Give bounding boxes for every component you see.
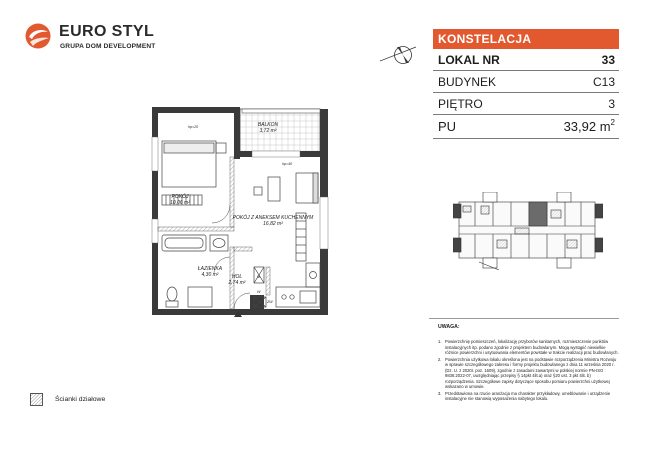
- brand-subtitle: GRUPA DOM DEVELOPMENT: [60, 43, 156, 50]
- info-label: PU: [438, 119, 457, 134]
- legend-label: Ścianki działowe: [55, 396, 106, 403]
- note-item: [429, 339, 619, 356]
- note-number: 3.: [438, 390, 442, 396]
- notes-list: [429, 339, 619, 402]
- note-item: [429, 391, 619, 402]
- balcony-area-label: 3,72 m²: [259, 128, 277, 134]
- brand-name: EURO STYL: [59, 23, 155, 40]
- north-arrow-icon: [379, 40, 417, 74]
- bedroom-area-label: 10,06 m²: [170, 200, 190, 206]
- info-row-unit: [433, 49, 619, 71]
- area-unit-superscript: 2: [610, 118, 615, 127]
- legend: [30, 393, 150, 409]
- bathroom-area-label: 4,30 m²: [201, 272, 219, 278]
- info-label: BUDYNEK: [438, 75, 497, 89]
- info-row-building: [433, 71, 619, 93]
- tag-zw: ZW: [267, 300, 273, 304]
- building-key-plan: [453, 192, 603, 270]
- usable-area-value: [564, 119, 615, 134]
- tag-hp40: hp=40: [282, 162, 293, 166]
- balcony-area: [240, 109, 328, 153]
- project-name: KONSTELACJA: [433, 29, 619, 49]
- note-text: Powierzchnia użytkowa lokalu określona jest na podstawie rozporządzenia Ministra Rozwoju w sprawie szczegółowego zakresu i formy projektu budowlanego z dnia 11 września 2020 r. (Dz. U. z 2020r. poz. 1609), zgodnie z zasadami zawartymi w polskiej normie PN-ISO 9836:2022-07, uwzględniając przepisy § 14pkt 4lit.a) oraz §20 ust. 3 pkt 4lit. b) rozporządzenia. Szczegółowe zapisy dotyczące sposobu pomiaru powierzchni użytkowej wskazano w umowie.: [445, 356, 617, 390]
- note-item: [429, 357, 619, 390]
- info-label: PIĘTRO: [438, 97, 483, 111]
- living-room-name-label: POKÓJ Z ANEKSEM KUCHENNYM: [232, 215, 314, 221]
- hall-name-label: HOL: [231, 274, 243, 280]
- living-room-furniture: [254, 173, 320, 307]
- info-row-area: [433, 115, 619, 139]
- notes-section: [429, 318, 619, 446]
- info-value: C13: [592, 75, 615, 89]
- balcony-name-label: BALKON: [257, 122, 279, 128]
- info-value: 33: [601, 53, 615, 67]
- info-label: LOKAL NR: [438, 53, 500, 67]
- euro-styl-logo-icon: [24, 22, 52, 50]
- note-number: 2.: [438, 356, 442, 362]
- hall-area-label: 2,74 m²: [228, 280, 246, 286]
- tag-w: W: [257, 290, 261, 294]
- info-row-floor: [433, 93, 619, 115]
- note-text: Przedstawiona na rzucie aranżacja ma charakter przykładowy, umeblowanie i urządzenie instalacyjne nie stanowią wyposażenia nabytego lokalu.: [445, 390, 611, 402]
- partition-wall-swatch-icon: [30, 393, 43, 406]
- selected-unit-highlight: [529, 202, 547, 226]
- usable-area-number: 33,92 m: [563, 119, 611, 134]
- tag-hp20: hp=20: [188, 125, 199, 129]
- apartment-info-table: [433, 29, 619, 139]
- tag-m: M: [257, 275, 260, 279]
- bedroom-furniture: [162, 141, 230, 223]
- note-number: 1.: [438, 339, 442, 344]
- living-room-area-label: 16,82 m²: [263, 221, 283, 227]
- bedroom-name-label: POKÓJ: [171, 194, 189, 200]
- apartment-floor-plan: [150, 97, 330, 317]
- bathroom-name-label: ŁAZIENKA: [197, 266, 223, 272]
- info-value: 3: [608, 97, 615, 111]
- notes-title: UWAGA:: [438, 324, 460, 330]
- note-text: Powierzchnię pomieszczeń, lokalizację przyborów sanitarnych, rozmieszczenie punktów instalacyjnych itp. podano zgodnie z projektem budowlanym. Mogą wystąpić niewielkie różnice powierzchni i usytuowania elementów powstałe w trakcie realizacji prac budowlanych.: [445, 339, 619, 356]
- brand-logo: [24, 20, 184, 60]
